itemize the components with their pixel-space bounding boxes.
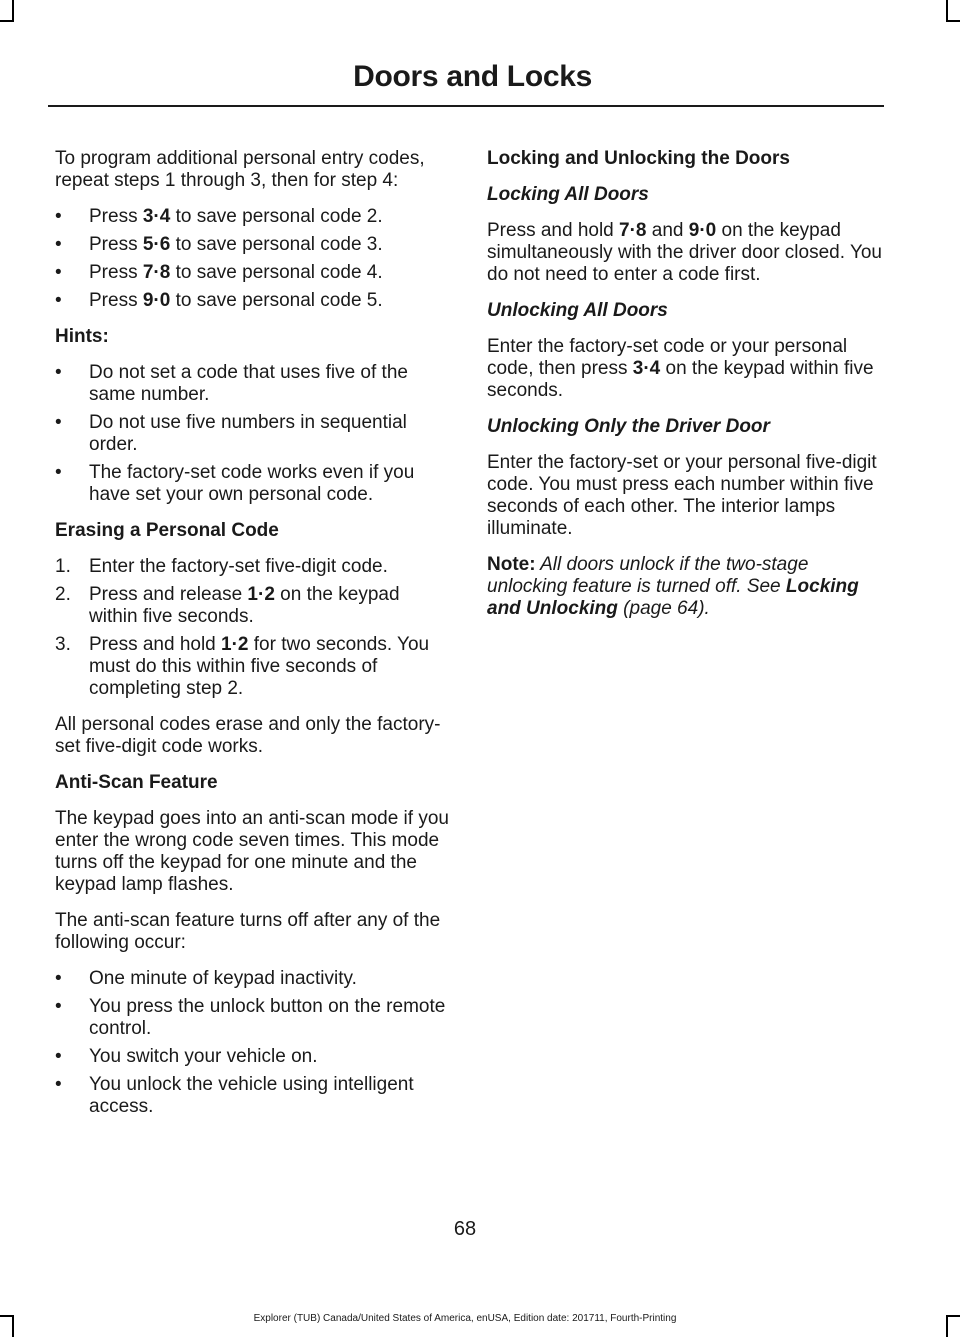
key-label: 1·2 [247, 584, 275, 605]
bullet-icon: • [55, 234, 62, 255]
erasing-heading: Erasing a Personal Code [55, 520, 279, 541]
intro-paragraph: To program additional personal entry codes, repeat steps 1 through 3, then for step 4: [55, 148, 425, 191]
note-paragraph: Note: All doors unlock if the two-stage unlocking feature is turned off. See Locking and Unlocking (page 64). [487, 554, 859, 619]
bullet-icon: • [55, 462, 62, 483]
list-item: • One minute of keypad inactivity. [55, 968, 357, 989]
antiscan-heading: Anti-Scan Feature [55, 772, 218, 793]
bullet-icon: • [55, 996, 62, 1017]
key-label: 1·2 [221, 634, 249, 655]
unlocking-driver-heading: Unlocking Only the Driver Door [487, 416, 770, 437]
key-label: 7·8 [142, 262, 171, 283]
hints-heading: Hints: [55, 326, 109, 347]
unlocking-all-paragraph: Enter the factory-set code or your personal code, then press 3·4 on the keypad within five seconds. [487, 336, 874, 401]
page-number: 68 [453, 1218, 477, 1240]
key-label: 3·4 [632, 358, 661, 379]
cross-reference-link[interactable]: Locking and Unlocking [487, 576, 859, 619]
unlocking-driver-paragraph: Enter the factory-set or your personal five-digit code. You must press each number within five seconds of each other. The interior lamps illuminate. [487, 452, 877, 539]
list-item: • Press 3·4 to save personal code 2. [55, 206, 383, 227]
bullet-icon: • [55, 206, 62, 227]
list-item: • You unlock the vehicle using intelligent access. [55, 1074, 414, 1117]
crop-mark [946, 1317, 948, 1337]
crop-mark [0, 20, 14, 22]
key-label: 7·8 [619, 220, 647, 241]
list-item: • You switch your vehicle on. [55, 1046, 318, 1067]
bullet-icon: • [55, 262, 62, 283]
bullet-icon: • [55, 968, 62, 989]
locking-all-paragraph: Press and hold 7·8 and 9·0 on the keypad simultaneously with the driver door closed. You do not need to enter a code first. [487, 220, 883, 285]
step-number: 2. [55, 584, 71, 605]
bullet-icon: • [55, 1046, 62, 1067]
crop-mark [946, 1315, 960, 1317]
erasing-steps-list [55, 556, 450, 700]
key-label: 9·0 [688, 220, 717, 241]
list-item: • Do not use five numbers in sequential order. [55, 412, 407, 455]
crop-mark [946, 20, 960, 22]
key-label: 3·4 [142, 206, 171, 227]
footer-edition-info: Explorer (TUB) Canada/United States of America, enUSA, Edition date: 201711, Fourth-Printing [253, 1313, 677, 1324]
unlocking-all-heading: Unlocking All Doors [487, 300, 668, 321]
antiscan-list [55, 968, 450, 1118]
step-number: 3. [55, 634, 71, 655]
list-item: 3. Press and hold 1·2 for two seconds. You must do this within five seconds of completing step 2. [55, 634, 430, 699]
bullet-icon: • [55, 290, 62, 311]
antiscan-conditions-paragraph: The anti-scan feature turns off after any of the following occur: [55, 910, 441, 953]
crop-mark [946, 0, 948, 20]
step-number: 1. [55, 556, 71, 577]
right-column [487, 148, 885, 634]
erasing-result-paragraph: All personal codes erase and only the factory-set five-digit code works. [55, 714, 441, 757]
bullet-icon: • [55, 1074, 62, 1095]
list-item: • You press the unlock button on the remote control. [55, 996, 446, 1039]
list-item: • Do not set a code that uses five of the same number. [55, 362, 408, 405]
key-label: 5·6 [142, 234, 171, 255]
antiscan-paragraph: The keypad goes into an anti-scan mode if you enter the wrong code seven times. This mode turns off the keypad for one minute and the keypad lamp flashes. [55, 808, 449, 895]
program-steps-list [55, 206, 450, 312]
left-column [55, 148, 450, 1132]
list-item: • Press 7·8 to save personal code 4. [55, 262, 383, 283]
bullet-icon: • [55, 362, 62, 383]
page-title: Doors and Locks [353, 60, 592, 93]
bullet-icon: • [55, 412, 62, 433]
note-label: Note: [487, 554, 536, 575]
crop-mark [12, 0, 14, 20]
list-item: • The factory-set code works even if you have set your own personal code. [55, 462, 415, 505]
list-item: • Press 5·6 to save personal code 3. [55, 234, 383, 255]
locking-unlocking-heading: Locking and Unlocking the Doors [487, 148, 790, 169]
list-item: 2. Press and release 1·2 on the keypad within five seconds. [55, 584, 400, 627]
header-divider [48, 105, 884, 107]
locking-all-heading: Locking All Doors [487, 184, 649, 205]
list-item: 1. Enter the factory-set five-digit code. [55, 556, 388, 577]
key-label: 9·0 [142, 290, 171, 311]
hints-list [55, 362, 450, 506]
list-item: • Press 9·0 to save personal code 5. [55, 290, 383, 311]
